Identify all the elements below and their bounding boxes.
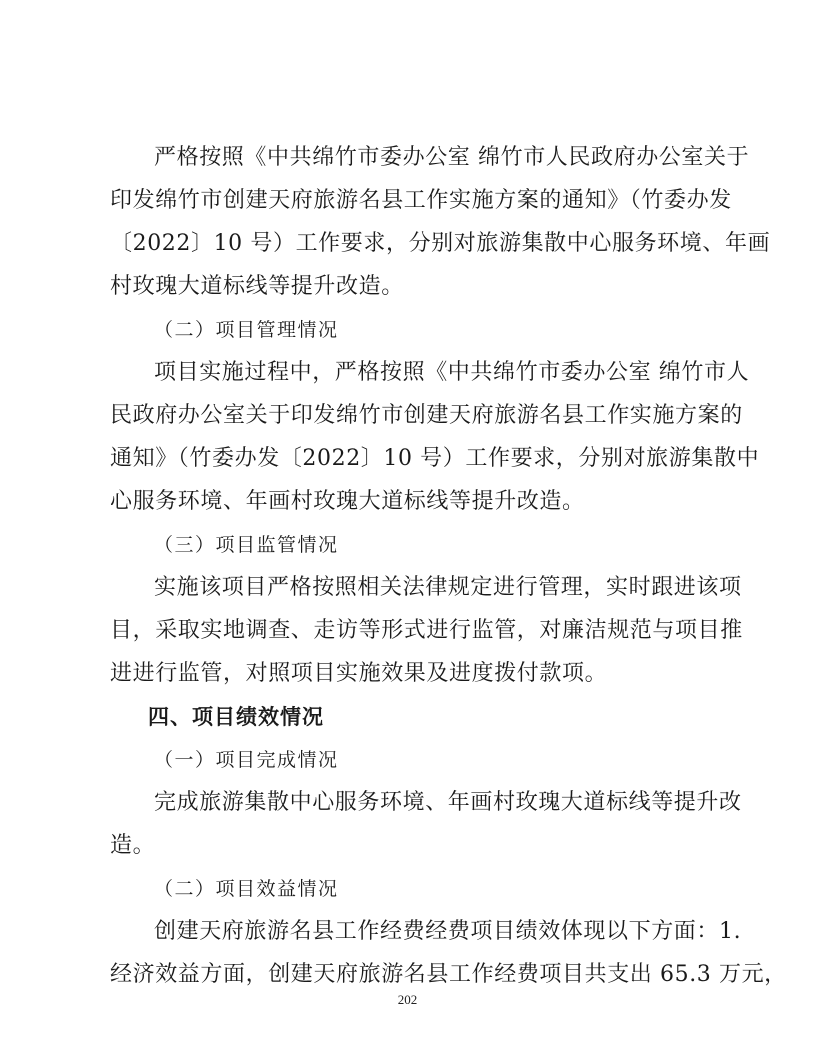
page-number: 202 [397, 992, 418, 1007]
paragraph-line: 〔2022〕10 号）工作要求，分别对旅游集散中心服务环境、年画 [110, 231, 771, 256]
subheading-project-supervision: （三）项目监管情况 [154, 534, 339, 556]
paragraph-line: 目，采取实地调查、走访等形式进行监管，对廉洁规范与项目推 [110, 618, 743, 643]
paragraph-line: 经济效益方面，创建天府旅游名县工作经费项目共支出 65.3 万元， [110, 962, 787, 987]
paragraph-line: 项目实施过程中，严格按照《中共绵竹市委办公室 绵竹市人 [154, 360, 750, 385]
paragraph-line: 心服务环境、年画村玫瑰大道标线等提升改造。 [110, 489, 585, 514]
paragraph-line: 印发绵竹市创建天府旅游名县工作实施方案的通知》（竹委办发 [110, 188, 732, 213]
paragraph-line: 村玫瑰大道标线等提升改造。 [110, 274, 404, 299]
paragraph-line: 民政府办公室关于印发绵竹市创建天府旅游名县工作实施方案的 [110, 403, 743, 428]
paragraph-line: 严格按照《中共绵竹市委办公室 绵竹市人民政府办公室关于 [154, 145, 750, 170]
paragraph-line: 进进行监管，对照项目实施效果及进度拨付款项。 [110, 661, 608, 686]
paragraph-line: 造。 [110, 833, 156, 858]
document-body [110, 143, 787, 990]
paragraph-line: 创建天府旅游名县工作经费经费项目绩效体现以下方面：1. [154, 919, 742, 944]
paragraph-line: 实施该项目严格按照相关法律规定进行管理，实时跟进该项 [154, 575, 742, 600]
paragraph-line: 通知》（竹委办发〔2022〕10 号）工作要求，分别对旅游集散中 [110, 446, 760, 471]
paragraph-line: 完成旅游集散中心服务环境、年画村玫瑰大道标线等提升改 [154, 790, 742, 815]
section-heading-performance: 四、项目绩效情况 [148, 705, 324, 729]
subheading-project-management: （二）项目管理情况 [154, 319, 339, 341]
subheading-benefit: （二）项目效益情况 [154, 878, 339, 900]
subheading-completion: （一）项目完成情况 [154, 749, 339, 771]
